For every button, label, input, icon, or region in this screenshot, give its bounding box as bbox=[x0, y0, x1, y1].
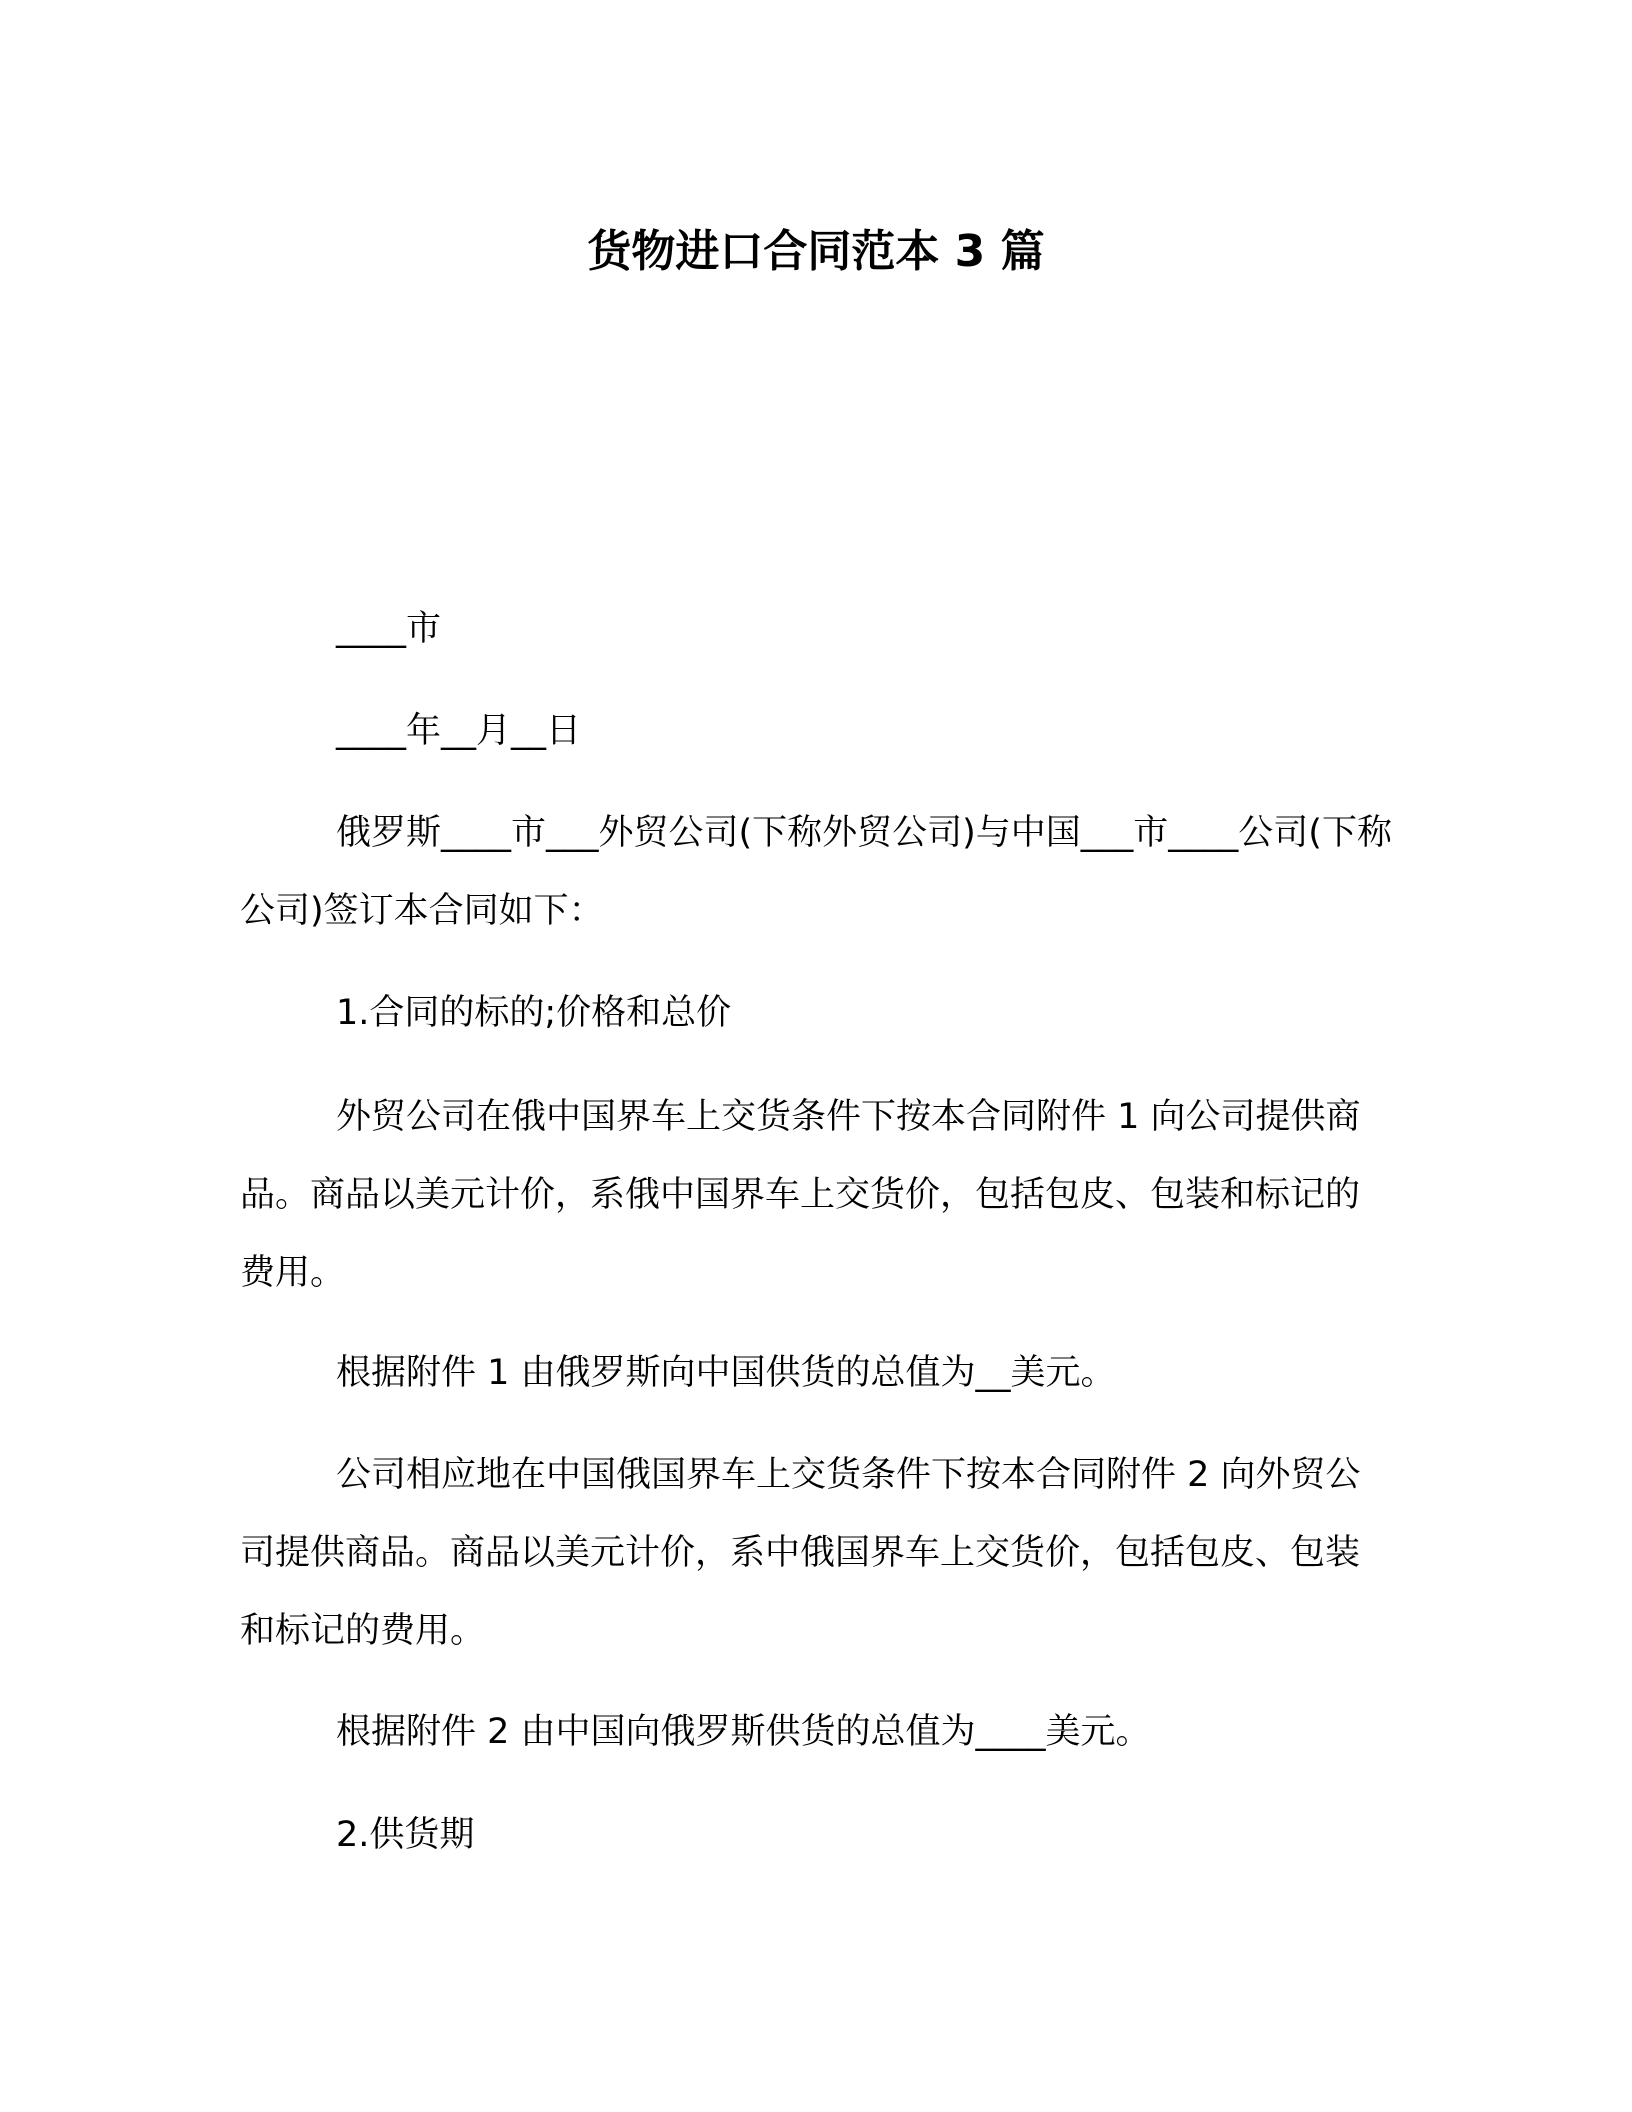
paragraph-total-russia: 根据附件 1 由俄罗斯向中国供货的总值为__美元。 bbox=[336, 1353, 1116, 1393]
paragraph-section-1-heading: 1.合同的标的;价格和总价 bbox=[336, 993, 732, 1033]
paragraph-date: ____年__月__日 bbox=[336, 711, 582, 751]
paragraph-supply-china: 公司相应地在中国俄国界车上交货条件下按本合同附件 2 向外贸公司提供商品。商品以美元计价，系中俄国界车上交货价，包括包皮、包装和标记的费用。 bbox=[240, 1455, 1361, 1651]
paragraph-city: ____市 bbox=[336, 609, 442, 649]
paragraph-total-china: 根据附件 2 由中国向俄罗斯供货的总值为____美元。 bbox=[336, 1712, 1151, 1752]
paragraph-supply-russia: 外贸公司在俄中国界车上交货条件下按本合同附件 1 向公司提供商品。商品以美元计价，系俄中国界车上交货价，包括包皮、包装和标记的费用。 bbox=[240, 1097, 1361, 1293]
paragraph-parties: 俄罗斯____市___外贸公司(下称外贸公司)与中国___市____公司(下称公司)签订本合同如下： bbox=[240, 813, 1392, 931]
document-title: 货物进口合同范本 3 篇 bbox=[587, 226, 1045, 277]
paragraph-section-2-heading: 2.供货期 bbox=[336, 1815, 475, 1855]
